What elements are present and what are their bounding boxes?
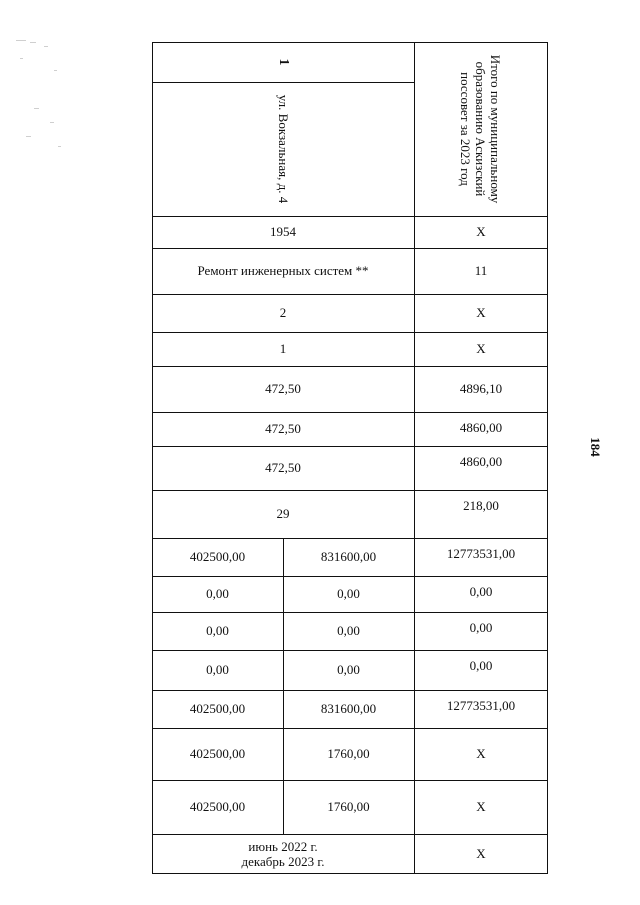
- cell-limit-cost-a: 402500,00: [189, 799, 246, 814]
- cell-sum-premises-area: 4860,00: [459, 420, 503, 435]
- cell-cost-a: 402500,00: [189, 549, 246, 564]
- cell-premises-area: 472,50: [265, 421, 301, 436]
- cell-total-work-type: 11: [474, 263, 488, 278]
- cell-fund-b: 0,00: [337, 586, 360, 601]
- cell-fund-a: 0,00: [206, 586, 229, 601]
- cell-total-cost: 12773531,00: [446, 546, 516, 561]
- cell-residents: 29: [276, 506, 290, 521]
- cell-floors: 2: [279, 305, 287, 320]
- building-address-text: ул. Вокзальная, д. 4: [276, 94, 291, 204]
- cell-cost-b: 831600,00: [320, 549, 377, 564]
- cell-entrances: 1: [279, 341, 287, 356]
- cell-total-region: 0,00: [469, 620, 493, 635]
- cell-sum-total-area: 4896,10: [459, 381, 503, 396]
- cell-total-residents: 218,00: [463, 498, 499, 513]
- data-table: [152, 42, 548, 874]
- page-number: 184: [588, 437, 603, 457]
- total-header-line-2: образованию Аскизский: [473, 61, 489, 197]
- cell-year-built: 1954: [270, 224, 296, 239]
- total-header: [456, 49, 506, 209]
- cell-total-unit-cost: X: [476, 746, 486, 761]
- building-address: [274, 64, 292, 234]
- cell-sum-residential-area: 4860,00: [459, 454, 503, 469]
- cell-region-a: 0,00: [206, 623, 229, 638]
- cell-total-limit-cost: X: [476, 799, 486, 814]
- cell-local-a: 0,00: [206, 662, 229, 677]
- cell-total-floors: X: [476, 305, 486, 320]
- cell-limit-cost-b: 1760,00: [327, 799, 370, 814]
- cell-total-schedule: X: [476, 845, 486, 861]
- cell-residential-area: 472,50: [265, 460, 301, 475]
- total-header-line-1: Итого по муниципальному: [488, 54, 504, 204]
- cell-total-entrances: X: [476, 341, 486, 356]
- cell-total-fund: 0,00: [469, 584, 493, 599]
- cell-owners-a: 402500,00: [189, 701, 246, 716]
- cell-total-year-built: X: [476, 224, 486, 239]
- cell-unit-cost-a: 402500,00: [189, 746, 246, 761]
- total-header-line-3: поссовет за 2023 год: [458, 72, 474, 186]
- column-number-text: 1: [276, 58, 291, 66]
- cell-region-b: 0,00: [337, 623, 360, 638]
- cell-work-type: Ремонт инженерных систем **: [197, 263, 369, 278]
- cell-total-area: 472,50: [265, 381, 301, 396]
- cell-total-owners: 12773531,00: [446, 698, 516, 713]
- scan-noise: [14, 36, 64, 156]
- schedule-start: июнь 2022 г.: [248, 838, 318, 854]
- cell-total-local: 0,00: [469, 658, 493, 673]
- schedule-end: декабрь 2023 г.: [241, 853, 325, 869]
- cell-unit-cost-b: 1760,00: [327, 746, 370, 761]
- cell-schedule: [152, 834, 414, 873]
- cell-owners-b: 831600,00: [320, 701, 377, 716]
- cell-local-b: 0,00: [337, 662, 360, 677]
